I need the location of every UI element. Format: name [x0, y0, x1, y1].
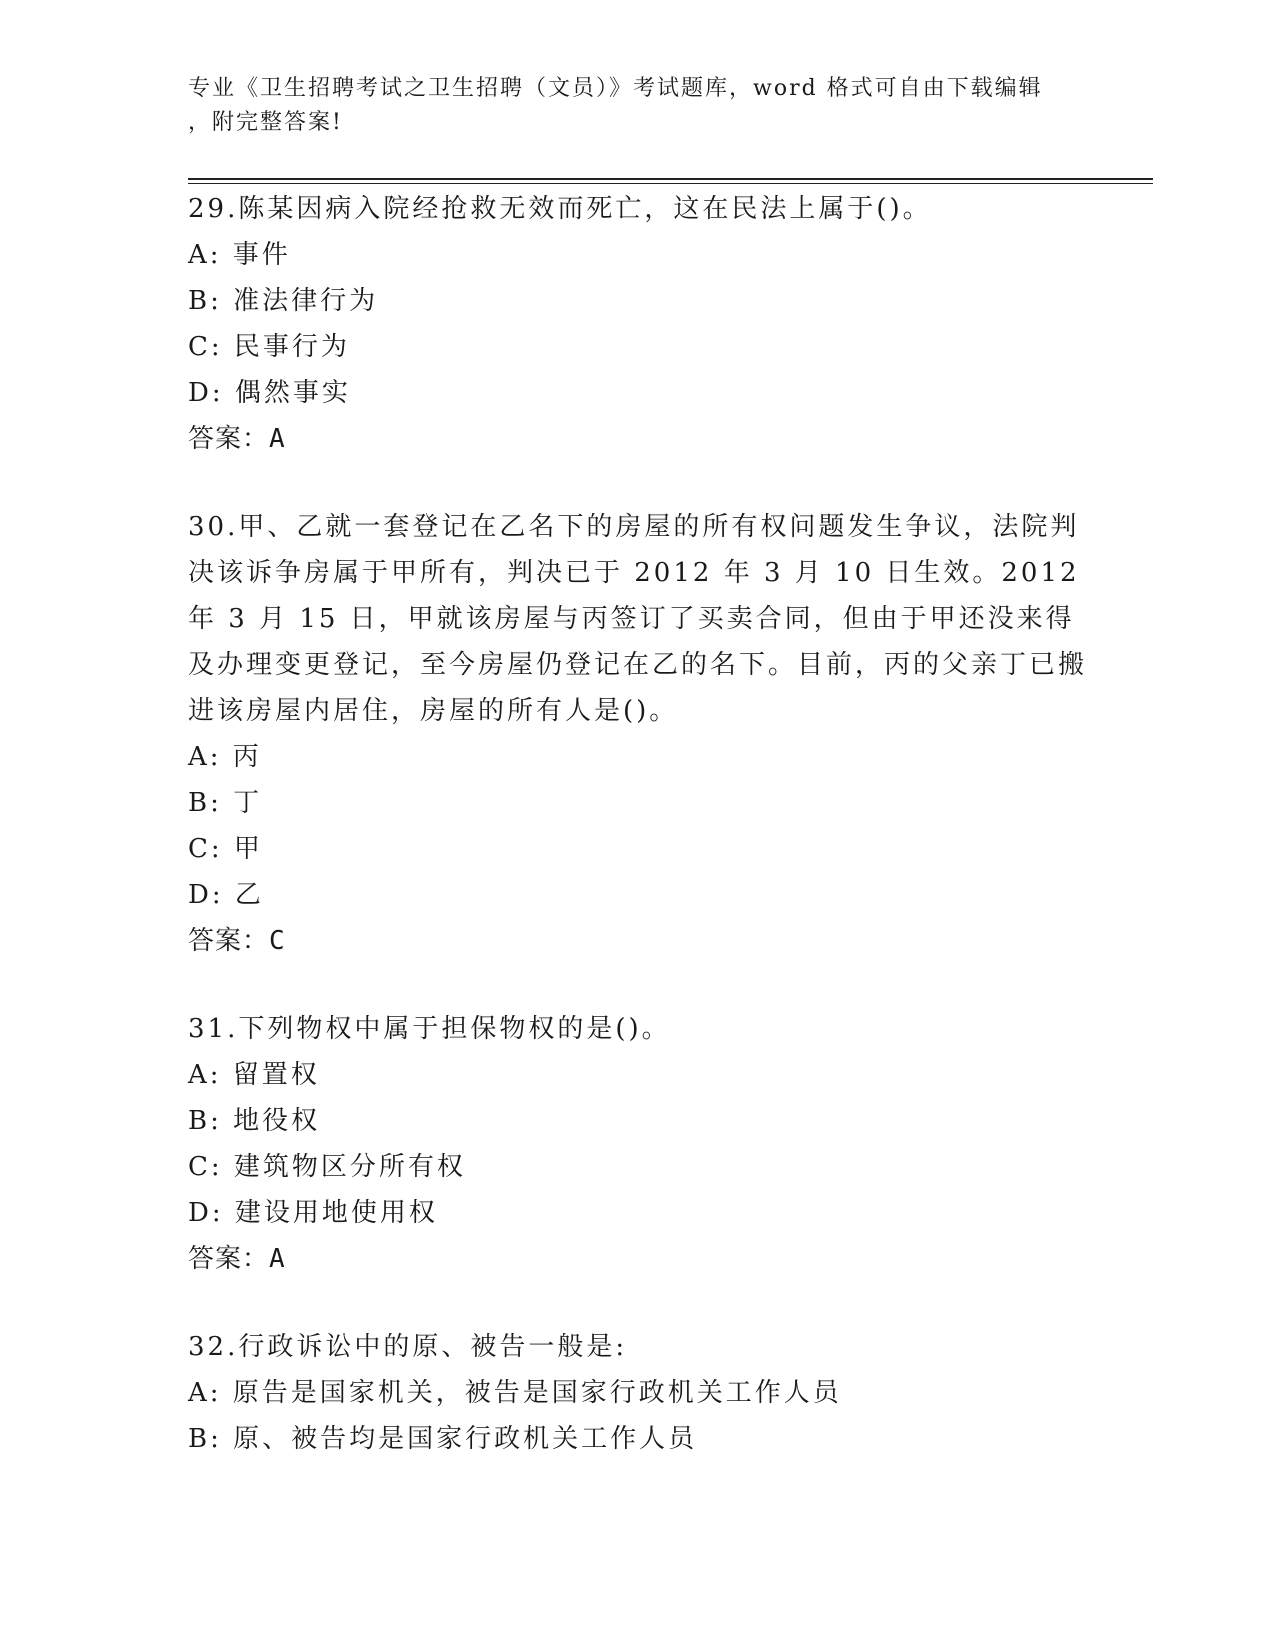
header-line-1: 专业《卫生招聘考试之卫生招聘（文员）》考试题库，word 格式可自由下载编辑 — [188, 76, 1043, 101]
option-c: C: 民事行为 — [188, 332, 350, 362]
option-a: A: 丙 — [188, 742, 262, 772]
answer-line — [188, 1236, 1088, 1282]
header-divider-thick — [188, 178, 1153, 180]
answer-value: A — [269, 1244, 286, 1274]
answer-line — [188, 416, 1088, 462]
option-b: B: 原、被告均是国家行政机关工作人员 — [188, 1424, 698, 1454]
option-d: D: 乙 — [188, 880, 264, 910]
option-b: B: 地役权 — [188, 1106, 321, 1136]
option-a: A: 原告是国家机关，被告是国家行政机关工作人员 — [188, 1378, 842, 1408]
answer-line — [188, 918, 1088, 964]
question-stem: 31.下列物权中属于担保物权的是()。 — [188, 1014, 671, 1044]
header-divider-thin — [188, 183, 1153, 184]
question-stem: 29.陈某因病入院经抢救无效而死亡，这在民法上属于()。 — [188, 194, 932, 224]
answer-value: C — [269, 926, 286, 956]
document-header — [188, 72, 1088, 140]
option-b: B: 丁 — [188, 788, 263, 818]
question-stem: 30.甲、乙就一套登记在乙名下的房屋的所有权问题发生争议，法院判决该诉争房属于甲所有，判决已于 2012 年 3 月 10 日生效。2012 年 3 月 15 日，甲就该房屋与丙签订了买卖合同，但由于甲还没来得及办理变更登记，至今房屋仍登记在乙的名下。目前，丙的父亲丁已搬进该房屋内居住，房屋的所有人是()。 — [188, 512, 1088, 726]
answer-label: 答案： — [188, 424, 270, 454]
option-d: D: 偶然事实 — [188, 378, 351, 408]
question-30 — [188, 504, 1088, 964]
option-b: B: 准法律行为 — [188, 286, 379, 316]
option-c: C: 建筑物区分所有权 — [188, 1152, 466, 1182]
question-stem: 32.行政诉讼中的原、被告一般是: — [188, 1332, 628, 1362]
question-29 — [188, 186, 1088, 462]
option-a: A: 留置权 — [188, 1060, 320, 1090]
question-list — [188, 186, 1088, 1504]
answer-label: 答案： — [188, 926, 270, 956]
question-31 — [188, 1006, 1088, 1282]
option-d: D: 建设用地使用权 — [188, 1198, 438, 1228]
answer-value: A — [269, 424, 286, 454]
answer-label: 答案： — [188, 1244, 270, 1274]
option-a: A: 事件 — [188, 240, 291, 270]
question-32 — [188, 1324, 1088, 1462]
option-c: C: 甲 — [188, 834, 263, 864]
header-line-2: ，附完整答案! — [188, 110, 343, 135]
